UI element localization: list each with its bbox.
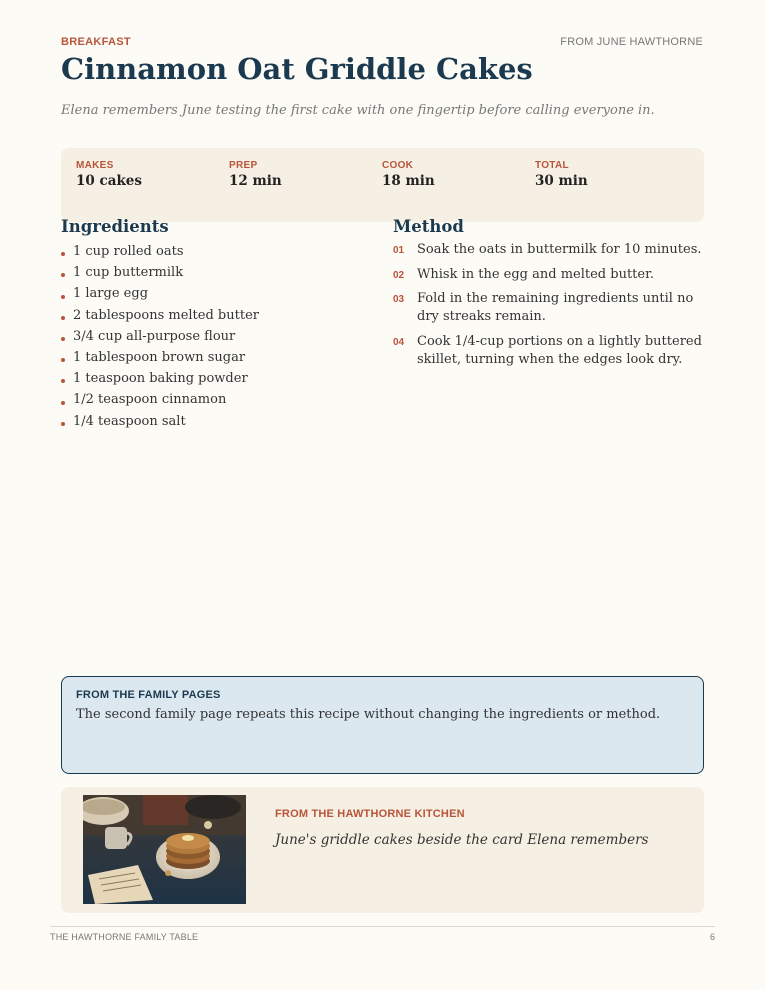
footer-divider (50, 926, 715, 927)
method-list (393, 241, 713, 375)
ingredient-text: 1/4 teaspoon salt (73, 413, 186, 429)
recipe-subtitle: Elena remembers June testing the first cake with one fingertip before calling everyone in. (61, 103, 655, 118)
bullet-icon (61, 252, 65, 256)
method-step (393, 290, 713, 326)
ingredient-text: 1 large egg (73, 286, 149, 302)
ingredients-heading: Ingredients (61, 217, 169, 236)
bullet-icon (61, 273, 65, 277)
bullet-icon (61, 422, 65, 426)
step-number: 03 (393, 294, 405, 305)
step-number: 04 (393, 336, 405, 348)
family-note-box (61, 676, 704, 774)
stat-label: PREP (229, 160, 258, 171)
list-item (61, 411, 259, 432)
ingredient-text: 3/4 cup all-purpose flour (73, 328, 236, 344)
step-number: 01 (393, 245, 405, 256)
stat-prep (229, 160, 282, 189)
stat-value: 18 min (382, 173, 435, 189)
photo-label: FROM THE HAWTHORNE KITCHEN (275, 808, 465, 820)
ingredient-text: 1 tablespoon brown sugar (73, 350, 246, 366)
recipe-source: FROM JUNE HAWTHORNE (560, 36, 703, 48)
list-item (61, 241, 259, 262)
stat-value: 12 min (229, 173, 282, 189)
ingredient-text: 1/2 teaspoon cinnamon (73, 392, 227, 408)
ingredient-text: 1 teaspoon baking powder (73, 371, 248, 387)
ingredient-text: 2 tablespoons melted butter (73, 307, 259, 323)
bullet-icon (61, 379, 65, 383)
footer-book-title: THE HAWTHORNE FAMILY TABLE (50, 932, 199, 942)
stat-cook (382, 160, 435, 189)
note-label: FROM THE FAMILY PAGES (76, 689, 221, 701)
griddle-cakes-photo (83, 795, 246, 904)
step-text: Whisk in the egg and melted butter. (417, 266, 655, 282)
method-step (393, 333, 713, 369)
ingredient-text: 1 cup rolled oats (73, 244, 184, 259)
bullet-icon (61, 337, 65, 341)
bullet-icon (61, 316, 65, 320)
photo-card (61, 787, 704, 913)
step-text: Soak the oats in buttermilk for 10 minutes. (417, 242, 702, 257)
stat-label: COOK (382, 160, 414, 171)
stat-label: TOTAL (535, 160, 569, 171)
method-step (393, 241, 713, 259)
list-item (61, 368, 259, 389)
ingredients-list (61, 241, 259, 432)
list-item (61, 283, 259, 304)
list-item (61, 305, 259, 326)
list-item (61, 262, 259, 283)
bullet-icon (61, 295, 65, 299)
stat-total (535, 160, 588, 189)
page-number: 6 (709, 932, 715, 942)
bullet-icon (61, 358, 65, 362)
ingredient-text: 1 cup buttermilk (73, 265, 184, 281)
bullet-icon (61, 401, 65, 405)
stat-label: MAKES (76, 160, 114, 171)
recipe-title: Cinnamon Oat Griddle Cakes (61, 52, 533, 86)
method-step (393, 266, 713, 284)
stat-makes (76, 160, 142, 189)
stat-value: 10 cakes (76, 173, 142, 189)
stat-value: 30 min (535, 173, 588, 189)
recipe-stats-panel (61, 148, 704, 222)
list-item (61, 347, 259, 368)
step-text: Fold in the remaining ingredients until no dry streaks remain. (417, 291, 694, 324)
photo-caption: June's griddle cakes beside the card Elena remembers (275, 832, 649, 848)
method-heading: Method (393, 217, 464, 236)
step-text: Cook 1/4-cup portions on a lightly buttered skillet, turning when the edges look dry. (417, 333, 702, 367)
step-number: 02 (393, 269, 405, 281)
note-text: The second family page repeats this recipe without changing the ingredients or method. (76, 707, 661, 722)
list-item (61, 326, 259, 347)
recipe-category: BREAKFAST (61, 36, 131, 48)
list-item (61, 389, 259, 410)
